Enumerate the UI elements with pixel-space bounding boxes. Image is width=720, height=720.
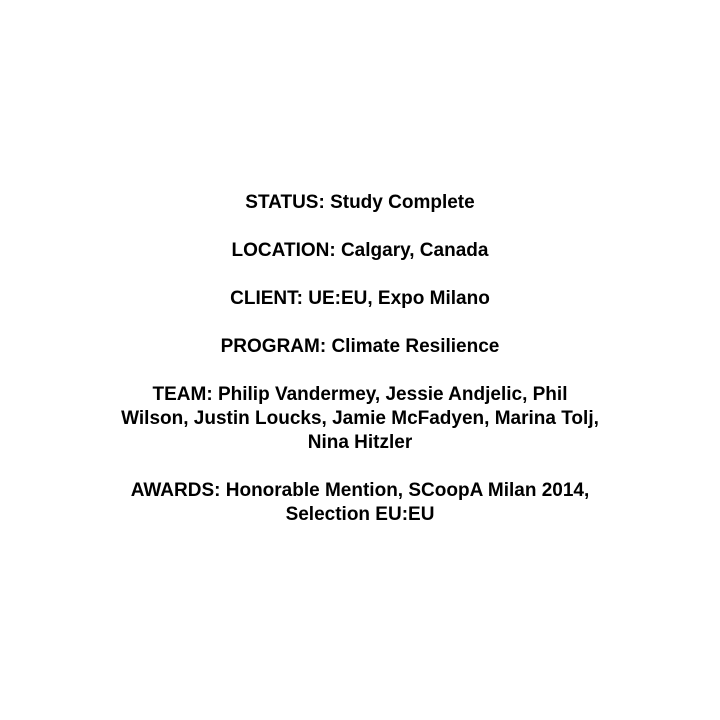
- project-info: [120, 191, 600, 527]
- team-line: TEAM: Philip Vandermey, Jessie Andjelic, Phil Wilson, Justin Loucks, Jamie McFadyen, Marina Tolj, Nina Hitzler: [121, 384, 599, 453]
- program-line: PROGRAM: Climate Resilience: [220, 336, 500, 357]
- location-line: LOCATION: Calgary, Canada: [231, 240, 489, 261]
- status-line: STATUS: Study Complete: [245, 192, 475, 213]
- client-line: CLIENT: UE:EU, Expo Milano: [230, 288, 490, 309]
- awards-line: AWARDS: Honorable Mention, SCoopA Milan 2014, Selection EU:EU: [130, 480, 590, 525]
